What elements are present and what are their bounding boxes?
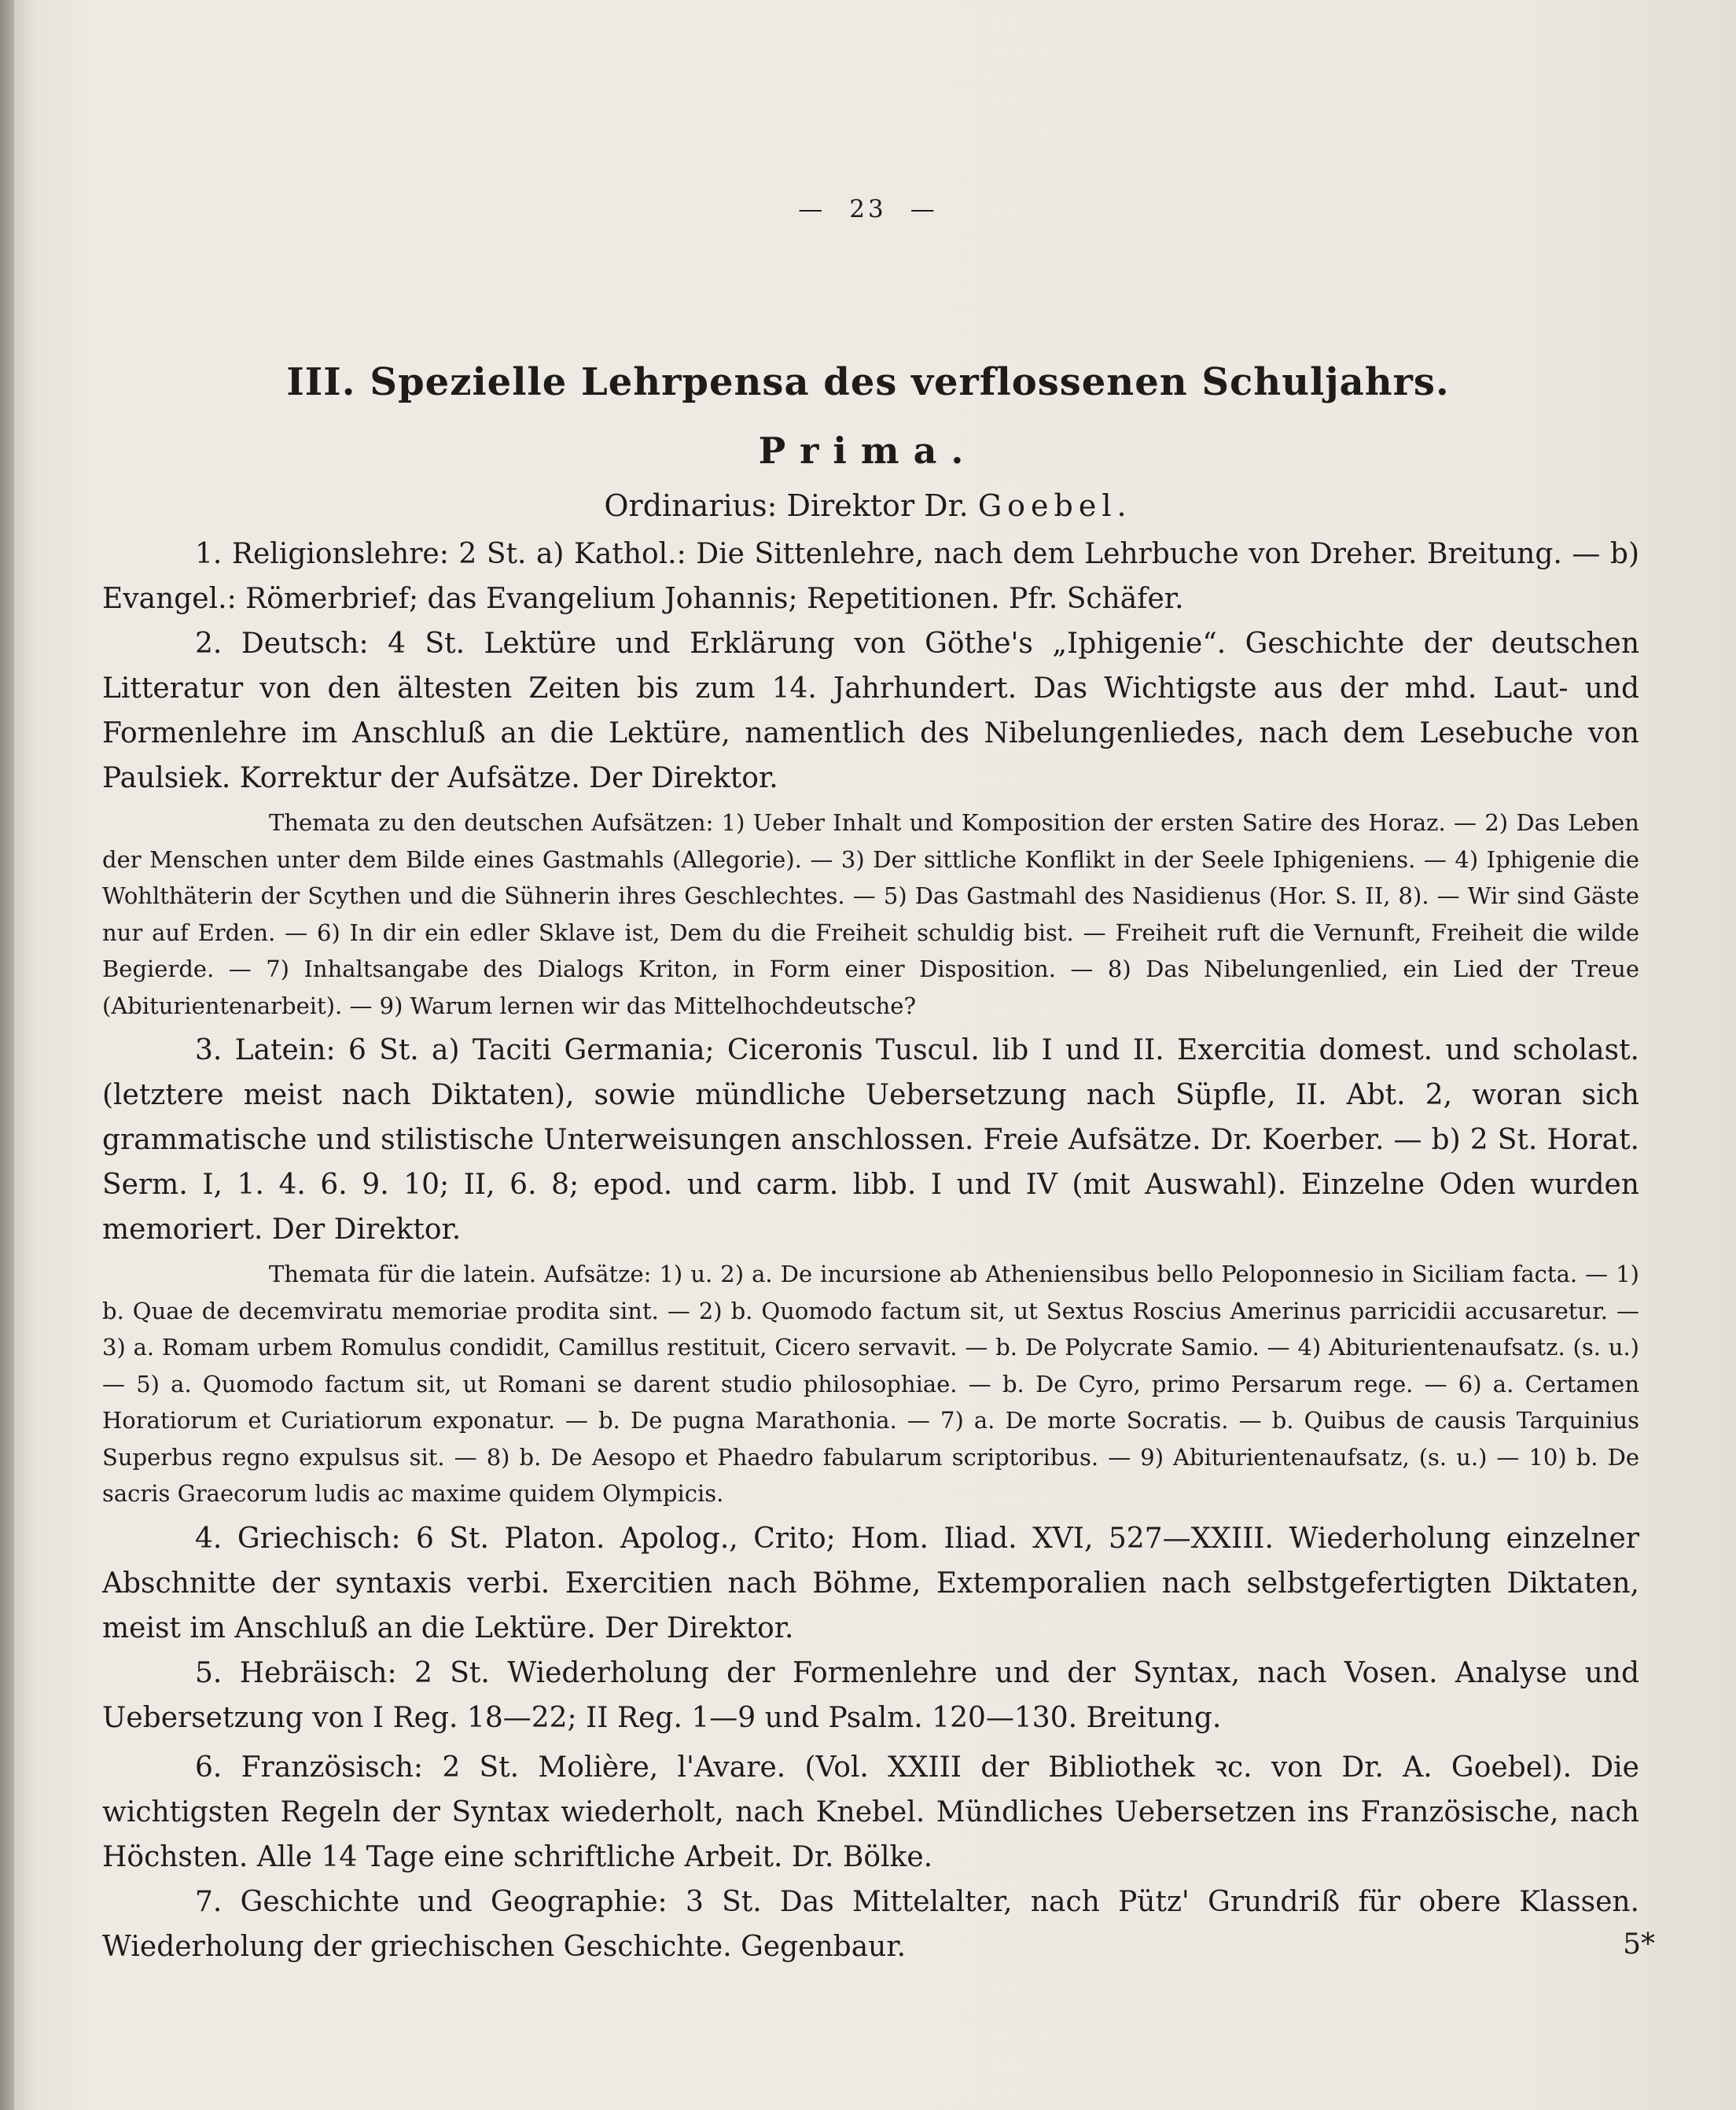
section-religion: 1. Religionslehre: 2 St. a) Kathol.: Die Sittenlehre, nach dem Lehrbuche von Dreher. Breitung. — b) Evangel.: Römerbrief; das Evangelium Johannis; Repetitionen. Pfr. Schäfer. [102,538,1639,615]
section-franzoesisch: 6. Französisch: 2 St. Molière, l'Avare. (Vol. XXIII der Bibliothek ꝛc. von Dr. A. Goebel). Die wichtigsten Regeln der Syntax wiederholt, nach Knebel. Mündliches Uebersetzen ins Französische, nach Höchsten. Alle 14 Tage eine schriftliche Arbeit. Dr. Bölke. [102,1751,1639,1873]
page-number: 23 [849,195,887,223]
heading-title: Spezielle Lehrpensa des verflossenen Schuljahrs. [370,360,1450,404]
ordinarius-line [0,488,1736,523]
section-griechisch: 4. Griechisch: 6 St. Platon. Apolog., Crito; Hom. Iliad. XVI, 527—XXIII. Wiederholung einzelner Abschnitte der syntaxis verbi. Exercitien nach Böhme, Extemporalien nach selbstgefertigten Diktaten, meist im Anschluß an die Lektüre. Der Direktor. [102,1522,1639,1644]
header-dash-left: — [798,195,826,223]
deutsch-essay-themes: Themata zu den deutschen Aufsätzen: 1) Ueber Inhalt und Komposition der ersten Satire des Horaz. — 2) Das Leben der Menschen unter dem Bilde eines Gastmahls (Allegorie). — 3) Der sittliche Konflikt in der Seele Iphigeniens. — 4) Iphigenie die Wohlthäterin der Scythen und die Sühnerin ihres Geschlechtes. — 5) Das Gastmahl des Nasidienus (Hor. S. II, 8). — Wir sind Gäste nur auf Erden. — 6) In dir ein edler Sklave ist, Dem du die Freiheit schuldig bist. — Freiheit ruft die Vernunft, Freiheit die wilde Begierde. — 7) Inhaltsangabe des Dialogs Kriton, in Form einer Disposition. — 8) Das Nibelungenlied, ein Lied der Treue (Abiturientenarbeit). — 9) Warum lernen wir das Mittelhochdeutsche? [102,809,1639,1019]
header-dash-right: — [910,195,938,223]
section-deutsch: 2. Deutsch: 4 St. Lektüre und Erklärung von Göthe's „Iphigenie“. Geschichte der deutschen Litteratur von den ältesten Zeiten bis zum 14. Jahrhundert. Das Wichtigste aus der mhd. Laut- und Formenlehre im Anschluß an die Lektüre, namentlich des Nibelungenliedes, nach dem Lesebuche von Paulsiek. Korrektur der Aufsätze. Der Direktor. [102,628,1639,794]
heading-roman-numeral: III. [286,360,356,404]
section-heading [0,360,1736,404]
page-header [0,195,1736,223]
ordinarius-name: Goebel. [977,488,1132,523]
section-geschichte: 7. Geschichte und Geographie: 3 St. Das Mittelalter, nach Pütz' Grundriß für obere Klassen. Wiederholung der griechischen Geschichte. Gegenbaur. [102,1885,1639,1963]
section-hebraeisch: 5. Hebräisch: 2 St. Wiederholung der Formenlehre und der Syntax, nach Vosen. Analyse und Uebersetzung von I Reg. 18—22; II Reg. 1—9 und Psalm. 120—130. Breitung. [102,1656,1639,1734]
lesson-plan-body [102,532,1639,1969]
class-name: Prima. [758,429,978,472]
signature-mark: 5* [1623,1928,1655,1961]
latein-essay-themes: Themata für die latein. Aufsätze: 1) u. 2) a. De incursione ab Atheniensibus bello Peloponnesio in Siciliam facta. — 1) b. Quae de decemviratu memoriae prodita sint. — 2) b. Quomodo factum sit, ut Sextus Roscius Amerinus parricidii accusaretur. — 3) a. Romam urbem Romulus condidit, Camillus restituit, Cicero servavit. — b. De Polycrate Samio. — 4) Abiturientenaufsatz. (s. u.) — 5) a. Quomodo factum sit, ut Romani se darent studio philosophiae. — b. De Cyro, primo Persarum rege. — 6) a. Certamen Horatiorum et Curiatiorum exponatur. — b. De pugna Marathonia. — 7) a. De morte Socratis. — b. Quibus de causis Tarquinius Superbus regno expulsus sit. — 8) b. De Aesopo et Phaedro fabularum scriptoribus. — 9) Abiturientenaufsatz, (s. u.) — 10) b. De sacris Graecorum ludis ac maxime quidem Olympicis. [102,1261,1639,1507]
ordinarius-label: Ordinarius: Direktor Dr. [604,488,969,523]
section-latein: 3. Latein: 6 St. a) Taciti Germania; Ciceronis Tuscul. lib I und II. Exercitia domest. und scholast. (letztere meist nach Diktaten), sowie mündliche Uebersetzung nach Süpfle, II. Abt. 2, woran sich grammatische und stilistische Unterweisungen anschlossen. Freie Aufsätze. Dr. Koerber. — b) 2 St. Horat. Serm. I, 1. 4. 6. 9. 10; II, 6. 8; epod. und carm. libb. I und IV (mit Auswahl). Einzelne Oden wurden memoriert. Der Direktor. [102,1034,1639,1246]
binding-shadow [0,0,14,2110]
